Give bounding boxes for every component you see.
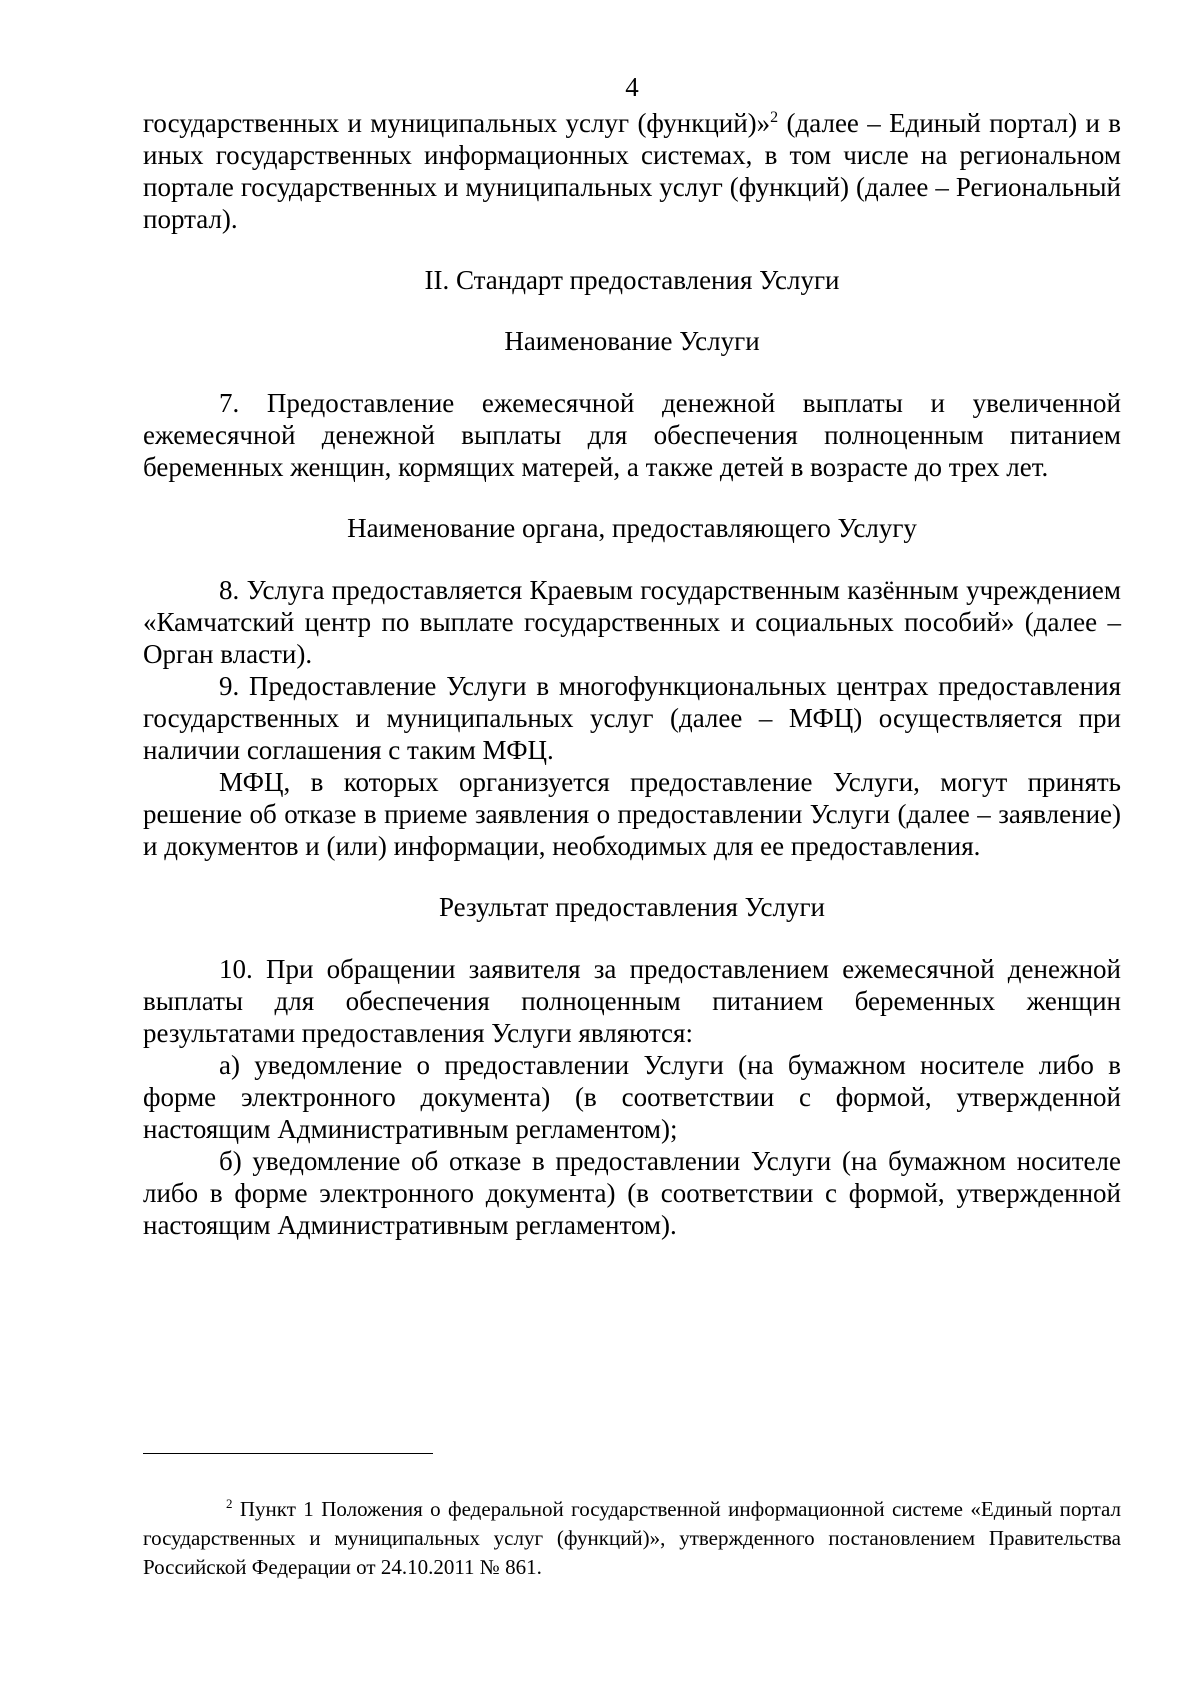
footnote-text: Пункт 1 Положения о федеральной государственной информационной системе «Единый портал государственных и муниципальных услуг (функций)», утвержденного постановлением Правительства Российской Федерации от 24.10.2011 № 861. <box>143 1497 1121 1579</box>
paragraph-10-b: б) уведомление об отказе в предоставлении Услуги (на бумажном носителе либо в форме электронного документа) (в соответствии с формой, утвержденной настоящим Административным регламентом). <box>143 1146 1121 1240</box>
paragraph-9-mfc: МФЦ, в которых организуется предоставление Услуги, могут принять решение об отказе в приеме заявления о предоставлении Услуги (далее – заявление) и документов и (или) информации, необходимых для ее предоставления. <box>143 767 1121 861</box>
intro-paragraph <box>143 107 1121 235</box>
footnote-reference: 2 <box>770 109 779 126</box>
intro-text-before-ref: государственных и муниципальных услуг (функций)» <box>143 108 771 138</box>
page-body <box>143 71 1121 1241</box>
subheading-authority-name: Наименование органа, предоставляющего Услугу <box>347 513 917 543</box>
page-number: 4 <box>625 72 639 102</box>
paragraph-9: 9. Предоставление Услуги в многофункциональных центрах предоставления государственных и муниципальных услуг (далее – МФЦ) осуществляется при наличии соглашения с таким МФЦ. <box>143 671 1121 765</box>
footnote-number: 2 <box>226 1496 233 1511</box>
intro-text-after-ref: (далее – Единый портал) и в иных государственных информационных системах, в том числе на региональном портале государственных и муниципальных услуг (функций) (далее – Региональный портал). <box>143 108 1122 234</box>
paragraph-8: 8. Услуга предоставляется Краевым государственным казённым учреждением «Камчатский центр по выплате государственных и социальных пособий» (далее – Орган власти). <box>143 575 1121 669</box>
paragraph-10-a: а) уведомление о предоставлении Услуги (на бумажном носителе либо в форме электронного документа) (в соответствии с формой, утвержденной настоящим Административным регламентом); <box>143 1050 1121 1144</box>
subheading-service-result: Результат предоставления Услуги <box>439 892 825 922</box>
section-heading: II. Стандарт предоставления Услуги <box>424 265 840 295</box>
paragraph-7: 7. Предоставление ежемесячной денежной выплаты и увеличенной ежемесячной денежной выплаты для обеспечения полноценным питанием беременных женщин, кормящих матерей, а также детей в возрасте до трех лет. <box>143 388 1121 482</box>
footnote <box>143 1495 1121 1582</box>
footnote-divider <box>143 1453 433 1454</box>
paragraph-10: 10. При обращении заявителя за предоставлением ежемесячной денежной выплаты для обеспечения полноценным питанием беременных женщин результатами предоставления Услуги являются: <box>143 954 1121 1048</box>
subheading-service-name: Наименование Услуги <box>504 326 760 356</box>
